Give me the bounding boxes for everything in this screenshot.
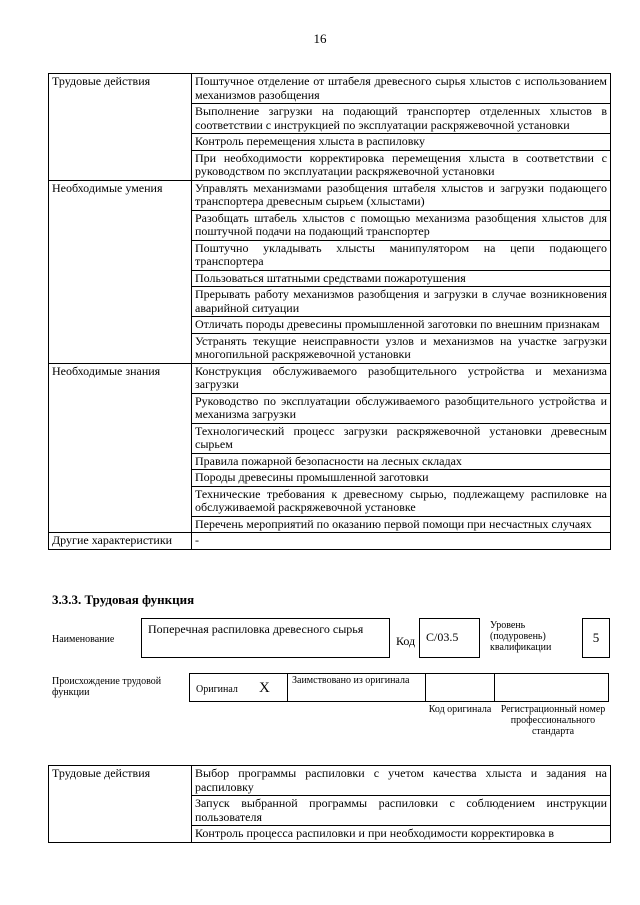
row-group-label: Трудовые действия <box>49 766 192 843</box>
table-cell: Перечень мероприятий по оказанию первой помощи при несчастных случаях <box>192 516 611 533</box>
table-cell: Разобщать штабель хлыстов с помощью механизма разобщения хлыстов для поштучной подачи на подающий транспортер <box>192 210 611 240</box>
table-cell: Запуск выбранной программы распиловки с соблюдением инструкции пользователя <box>192 796 611 826</box>
table-cell: Поштучно укладывать хлысты манипулятором на цепи подающего транспортера <box>192 240 611 270</box>
origin-divider-1 <box>287 673 288 702</box>
table-cell: Контроль перемещения хлыста в распиловку <box>192 134 611 151</box>
table-cell: Руководство по эксплуатации обслуживаемого разобщительного устройства и механизма загрузки <box>192 393 611 423</box>
row-group-label: Другие характеристики <box>49 533 192 550</box>
table-row <box>49 533 611 550</box>
table-row <box>49 180 611 210</box>
row-group-label: Трудовые действия <box>49 74 192 181</box>
table-cell: Правила пожарной безопасности на лесных складах <box>192 453 611 470</box>
row-group-label: Необходимые знания <box>49 363 192 533</box>
table-cell: - <box>192 533 611 550</box>
section-heading: 3.3.3. Трудовая функция <box>52 592 195 607</box>
table-cell: Управлять механизмами разобщения штабеля хлыстов и загрузки подающего транспортера древесным сырьем (хлыстами) <box>192 180 611 210</box>
origin-divider-3 <box>494 673 495 702</box>
origin-label: Происхождение трудовой функции <box>52 676 162 698</box>
table-cell: Конструкция обслуживаемого разобщительного устройства и механизма загрузки <box>192 363 611 393</box>
table-cell: При необходимости корректировка перемещения хлыста в соответствии с руководством по эксплуатации раскряжевочной установки <box>192 150 611 180</box>
table-cell: Породы древесины промышленной заготовки <box>192 470 611 487</box>
reg-number-label: Регистрационный номер профессионального стандарта <box>500 704 606 737</box>
name-value: Поперечная распиловка древесного сырья <box>141 618 390 658</box>
requirements-table <box>48 73 611 550</box>
table-cell: Технические требования к древесному сырью, подлежащему распиловке на обслуживаемой раскряжевочной установке <box>192 486 611 516</box>
original-label: Оригинал <box>196 684 238 695</box>
original-mark: X <box>259 680 270 696</box>
table-cell: Устранять текущие неисправности узлов и механизмов на участке загрузки многопильной раскряжевочной установки <box>192 333 611 363</box>
table-cell: Пользоваться штатными средствами пожаротушения <box>192 270 611 287</box>
page-number: 16 <box>313 31 327 46</box>
original-code-label: Код оригинала <box>428 704 492 715</box>
table-cell: Поштучное отделение от штабеля древесного сырья хлыстов с использованием механизмов разобщения <box>192 74 611 104</box>
table-cell: Контроль процесса распиловки и при необходимости корректировка в <box>192 826 611 843</box>
table-cell: Прерывать работу механизмов разобщения и загрузки в случае возникновения аварийной ситуации <box>192 287 611 317</box>
code-label: Код <box>396 634 416 648</box>
level-label: Уровень (подуровень) квалификации <box>490 620 552 653</box>
borrowed-label: Заимствовано из оригинала <box>292 675 410 686</box>
table-row <box>49 363 611 393</box>
code-value: С/03.5 <box>419 618 480 658</box>
table-row <box>49 74 611 104</box>
labor-actions-table <box>48 765 611 843</box>
level-value: 5 <box>582 618 610 658</box>
name-label: Наименование <box>52 634 115 645</box>
row-group-label: Необходимые умения <box>49 180 192 363</box>
table-cell: Технологический процесс загрузки раскряжевочной установки древесным сырьем <box>192 423 611 453</box>
table-cell: Выбор программы распиловки с учетом качества хлыста и задания на распиловку <box>192 766 611 796</box>
origin-divider-2 <box>425 673 426 702</box>
table-cell: Отличать породы древесины промышленной заготовки по внешним признакам <box>192 317 611 334</box>
table-cell: Выполнение загрузки на подающий транспортер отделенных хлыстов в соответствии с инструкцией по эксплуатации раскряжевочной установки <box>192 104 611 134</box>
table-row <box>49 766 611 796</box>
